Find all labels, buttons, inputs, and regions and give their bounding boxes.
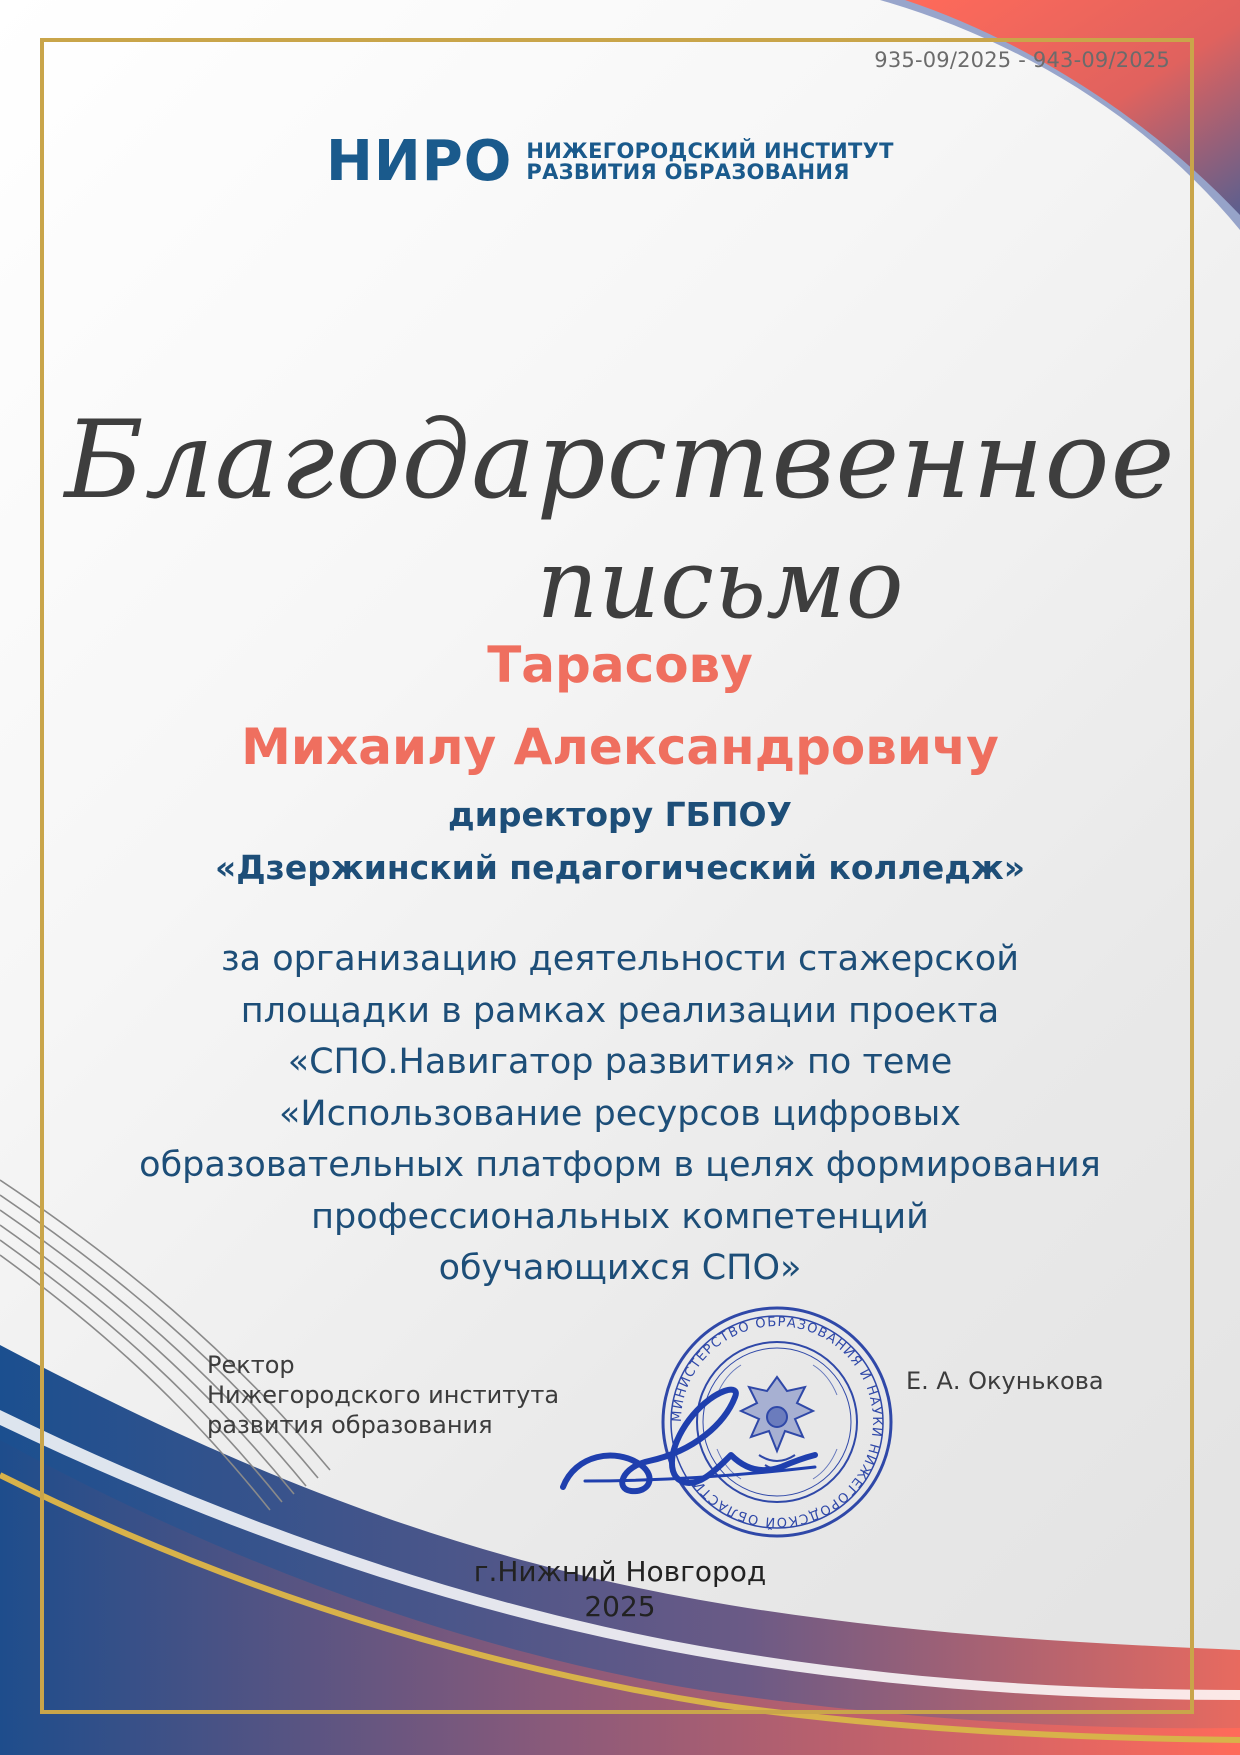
document-number: 935-09/2025 - 943-09/2025	[874, 48, 1170, 72]
logo-line-1: НИЖЕГОРОДСКИЙ ИНСТИТУТ	[526, 138, 894, 163]
reason-line: «СПО.Навигатор развития» по теме	[287, 1042, 953, 1082]
reason-text	[80, 934, 1160, 1295]
signatory-role-line: Нижегородского института	[207, 1381, 560, 1409]
logo-mark: НИРО	[326, 129, 513, 194]
niro-logo	[326, 129, 894, 194]
reason-line: площадки в рамках реализации проекта	[240, 990, 1000, 1031]
reason-line: «Использование ресурсов цифровых	[279, 1093, 961, 1134]
official-stamp-and-signature	[545, 1305, 900, 1540]
title-line-1: Благодарственное	[64, 398, 1176, 523]
recipient-surname: Тарасову	[487, 636, 753, 694]
city: г.Нижний Новгород	[473, 1555, 767, 1588]
title-line-2: письмо	[536, 528, 904, 640]
stamp-text: МИНИСТЕРСТВО ОБРАЗОВАНИЯ И НАУКИ НИЖЕГОРОДСКОЙ ОБЛАСТИ	[669, 1314, 885, 1530]
recipient-name: Михаилу Александровичу	[241, 718, 999, 776]
signatory-role-line: Ректор	[207, 1351, 295, 1379]
reason-line: образовательных платформ в целях формирования	[139, 1145, 1101, 1185]
reason-line: обучающихся СПО»	[438, 1248, 802, 1288]
logo-text	[526, 138, 894, 184]
signatory-name: Е. А. Окунькова	[906, 1367, 1104, 1395]
reason-line: профессиональных компетенций	[311, 1196, 929, 1237]
signatory-role-line: развития образования	[207, 1411, 493, 1439]
recipient-position-line-1: директору ГБПОУ	[448, 795, 792, 834]
recipient-position-line-2: «Дзержинский педагогический колледж»	[214, 848, 1026, 887]
eagle-emblem	[741, 1377, 813, 1469]
signatory-role	[207, 1350, 559, 1440]
reason-line: за организацию деятельности стажерской	[221, 939, 1019, 979]
place-and-year	[0, 1554, 1240, 1624]
year: 2025	[584, 1590, 656, 1623]
logo-line-2: РАЗВИТИЯ ОБРАЗОВАНИЯ	[526, 160, 850, 184]
stamp-seal	[663, 1308, 891, 1536]
